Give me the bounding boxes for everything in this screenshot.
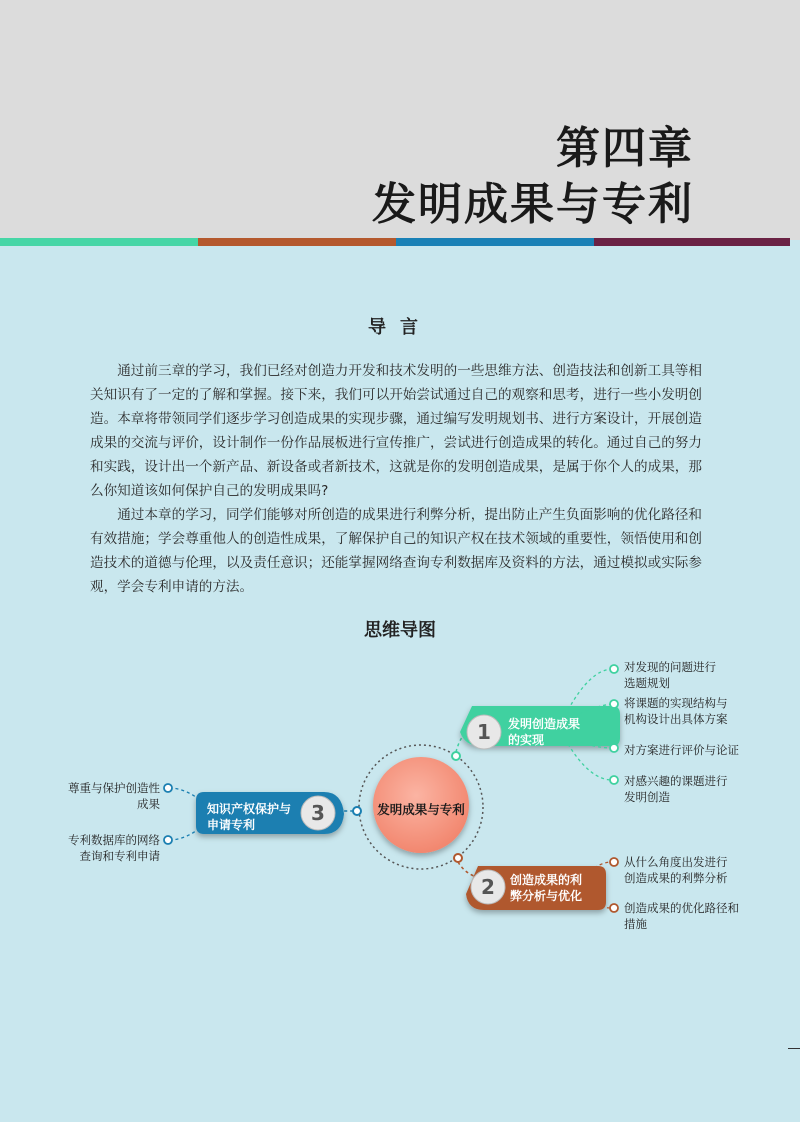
leaf-dot bbox=[610, 665, 618, 673]
page-edge-mark bbox=[788, 1048, 800, 1049]
branch-1-number: 1 bbox=[477, 720, 491, 744]
connector-dot bbox=[353, 807, 361, 815]
connector-dot bbox=[452, 752, 460, 760]
leaf-item: 从什么角度出发进行 创造成果的利弊分析 bbox=[624, 855, 728, 885]
leaf-dot bbox=[610, 904, 618, 912]
branch-2-number: 2 bbox=[481, 875, 495, 899]
leaf-item: 尊重与保护创造性 成果 bbox=[68, 781, 160, 811]
leaf-item: 对方案进行评价与论证 bbox=[624, 743, 739, 757]
leaf-dot bbox=[610, 776, 618, 784]
intro-paragraph: 通过本章的学习，同学们能够对所创造的成果进行利弊分析，提出防止产生负面影响的优化路径和有效措施；学会尊重他人的创造性成果，了解保护自己的知识产权在技术领域的重要性，领悟使用和创造技术的道德与伦理，以及责任意识；还能掌握网络查询专利数据库及资料的方法，通过模拟或实际参观，学会专利申请的方法。 bbox=[90, 507, 702, 595]
branch-2-label: 创造成果的利 弊分析与优化 bbox=[510, 873, 583, 903]
center-node-label: 发明成果与专利 bbox=[377, 802, 465, 817]
leaf-item: 对感兴趣的课题进行 发明创造 bbox=[624, 774, 728, 804]
leaf-item: 专利数据库的网络 查询和专利申请 bbox=[68, 833, 160, 863]
leaf-dot bbox=[610, 700, 618, 708]
branch-3-number: 3 bbox=[311, 801, 325, 825]
branch-3-label: 知识产权保护与 申请专利 bbox=[207, 802, 292, 832]
color-stripe-green bbox=[0, 238, 198, 246]
color-stripe-purple bbox=[594, 238, 790, 246]
connector-dot bbox=[454, 854, 462, 862]
chapter-number: 第四章 bbox=[556, 123, 694, 174]
leaf-item: 对发现的问题进行 选题规划 bbox=[624, 660, 716, 690]
leaf-dot bbox=[610, 858, 618, 866]
intro-paragraph: 通过前三章的学习，我们已经对创造力开发和技术发明的一些思维方法、创造技法和创新工具等相关知识有了一定的了解和掌握。接下来，我们可以开始尝试通过自己的观察和思考，进行一些小发明创造。本章将带领同学们逐步学习创造成果的实现步骤，通过编写发明规划书、进行方案设计，开展创造成果的交流与评价，设计制作一份作品展板进行宣传推广，尝试进行创造成果的转化。通过自己的努力和实践，设计出一个新产品、新设备或者新技术，这就是你的发明创造成果，是属于你个人的成果，那么你知道该如何保护自己的发明成果吗? bbox=[90, 363, 702, 499]
leaf-item: 创造成果的优化路径和 措施 bbox=[624, 901, 739, 931]
mindmap-heading: 思维导图 bbox=[364, 620, 436, 641]
leaf-dot bbox=[164, 784, 172, 792]
color-stripe-blue bbox=[396, 238, 594, 246]
intro-heading: 导言 bbox=[368, 317, 432, 338]
color-stripe-brown bbox=[198, 238, 396, 246]
chapter-title: 发明成果与专利 bbox=[372, 179, 694, 230]
branch-1-label: 发明创造成果 的实现 bbox=[508, 717, 581, 747]
leaf-dot bbox=[164, 836, 172, 844]
leaf-item: 将课题的实现结构与 机构设计出具体方案 bbox=[624, 696, 728, 726]
leaf-dot bbox=[610, 744, 618, 752]
